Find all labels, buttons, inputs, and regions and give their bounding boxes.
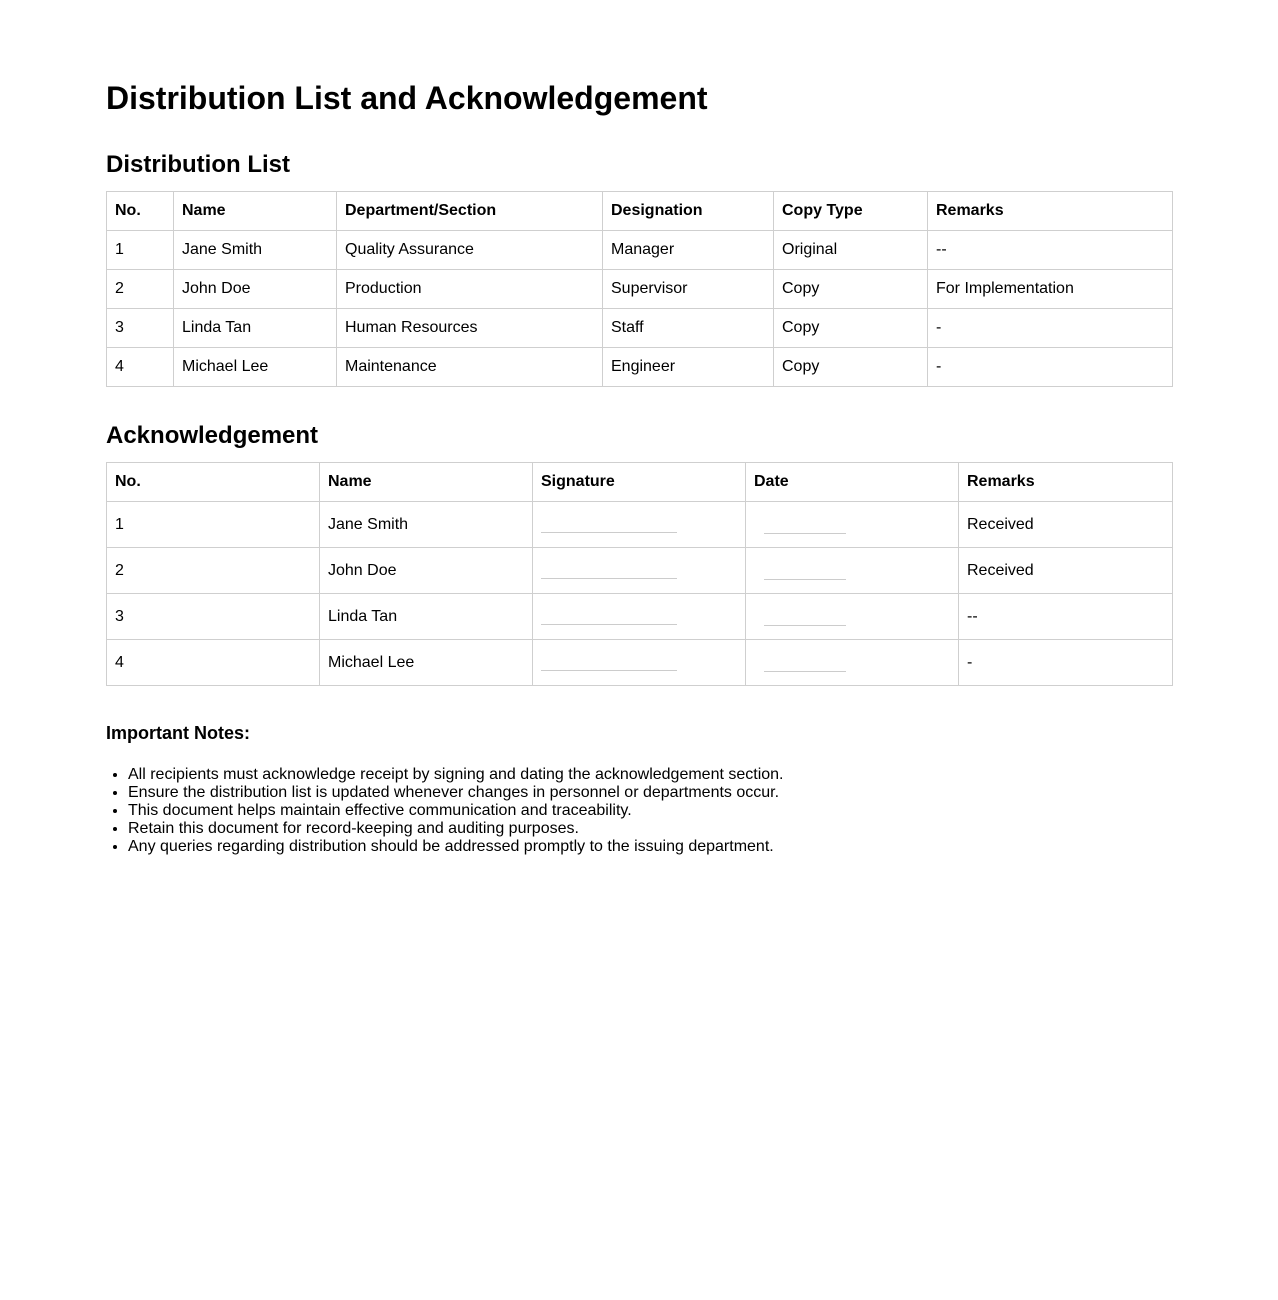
cell-designation: Manager	[603, 231, 774, 270]
column-header: Signature	[533, 463, 746, 502]
cell-no: 4	[107, 640, 320, 686]
table-row	[107, 309, 1173, 348]
column-header: Department/Section	[337, 192, 603, 231]
cell-remarks: For Implementation	[928, 270, 1173, 309]
acknowledgement-table	[106, 462, 1173, 686]
column-header: Date	[746, 463, 959, 502]
list-item: • This document helps maintain effective communication and traceability.	[128, 802, 1172, 820]
cell-designation: Supervisor	[603, 270, 774, 309]
cell-name: Jane Smith	[320, 502, 533, 548]
date-line	[764, 613, 846, 626]
cell-no: 2	[107, 270, 174, 309]
cell-name: John Doe	[174, 270, 337, 309]
cell-name: Michael Lee	[320, 640, 533, 686]
signature-line	[541, 522, 677, 533]
column-header: Name	[174, 192, 337, 231]
list-item: • Ensure the distribution list is updated whenever changes in personnel or departments occur.	[128, 784, 1172, 802]
cell-remarks: -	[928, 348, 1173, 387]
cell-no: 3	[107, 594, 320, 640]
distribution-table	[106, 191, 1173, 387]
column-header: No.	[107, 463, 320, 502]
table-row	[107, 548, 1173, 594]
cell-name: Linda Tan	[174, 309, 337, 348]
cell-name: John Doe	[320, 548, 533, 594]
cell-designation: Engineer	[603, 348, 774, 387]
cell-department: Maintenance	[337, 348, 603, 387]
table-header-row	[107, 192, 1173, 231]
column-header: Remarks	[928, 192, 1173, 231]
cell-copy-type: Copy	[774, 270, 928, 309]
date-line	[764, 521, 846, 534]
cell-no: 2	[107, 548, 320, 594]
cell-remarks: --	[928, 231, 1173, 270]
cell-name: Michael Lee	[174, 348, 337, 387]
date-cell[interactable]	[746, 548, 959, 594]
list-item: • Any queries regarding distribution should be addressed promptly to the issuing department.	[128, 838, 1172, 856]
signature-cell[interactable]	[533, 640, 746, 686]
notes-title: Important Notes:	[106, 723, 250, 743]
cell-department: Quality Assurance	[337, 231, 603, 270]
table-header-row	[107, 463, 1173, 502]
table-row	[107, 640, 1173, 686]
date-cell[interactable]	[746, 502, 959, 548]
signature-cell[interactable]	[533, 594, 746, 640]
table-row	[107, 594, 1173, 640]
cell-no: 1	[107, 231, 174, 270]
cell-department: Human Resources	[337, 309, 603, 348]
cell-remarks: -	[928, 309, 1173, 348]
signature-line	[541, 660, 677, 671]
acknowledgement-heading: Acknowledgement	[106, 422, 319, 449]
column-header: Remarks	[959, 463, 1173, 502]
cell-remarks: Received	[959, 548, 1173, 594]
date-cell[interactable]	[746, 640, 959, 686]
column-header: Name	[320, 463, 533, 502]
list-item: • Retain this document for record-keeping and auditing purposes.	[128, 820, 1172, 838]
cell-copy-type: Copy	[774, 348, 928, 387]
cell-name: Linda Tan	[320, 594, 533, 640]
table-row	[107, 502, 1173, 548]
cell-copy-type: Copy	[774, 309, 928, 348]
cell-no: 3	[107, 309, 174, 348]
table-row	[107, 231, 1173, 270]
cell-designation: Staff	[603, 309, 774, 348]
date-line	[764, 567, 846, 580]
distribution-list-heading: Distribution List	[106, 151, 290, 178]
date-line	[764, 659, 846, 672]
column-header: Designation	[603, 192, 774, 231]
cell-no: 4	[107, 348, 174, 387]
column-header: No.	[107, 192, 174, 231]
column-header: Copy Type	[774, 192, 928, 231]
cell-remarks: Received	[959, 502, 1173, 548]
notes-list	[106, 766, 1172, 856]
cell-department: Production	[337, 270, 603, 309]
signature-line	[541, 614, 677, 625]
list-item: • All recipients must acknowledge receipt by signing and dating the acknowledgement section.	[128, 766, 1172, 784]
table-row	[107, 348, 1173, 387]
cell-remarks: --	[959, 594, 1173, 640]
cell-name: Jane Smith	[174, 231, 337, 270]
cell-remarks: -	[959, 640, 1173, 686]
date-cell[interactable]	[746, 594, 959, 640]
cell-no: 1	[107, 502, 320, 548]
page-title: Distribution List and Acknowledgement	[106, 80, 708, 116]
signature-cell[interactable]	[533, 548, 746, 594]
signature-cell[interactable]	[533, 502, 746, 548]
cell-copy-type: Original	[774, 231, 928, 270]
table-row	[107, 270, 1173, 309]
signature-line	[541, 568, 677, 579]
